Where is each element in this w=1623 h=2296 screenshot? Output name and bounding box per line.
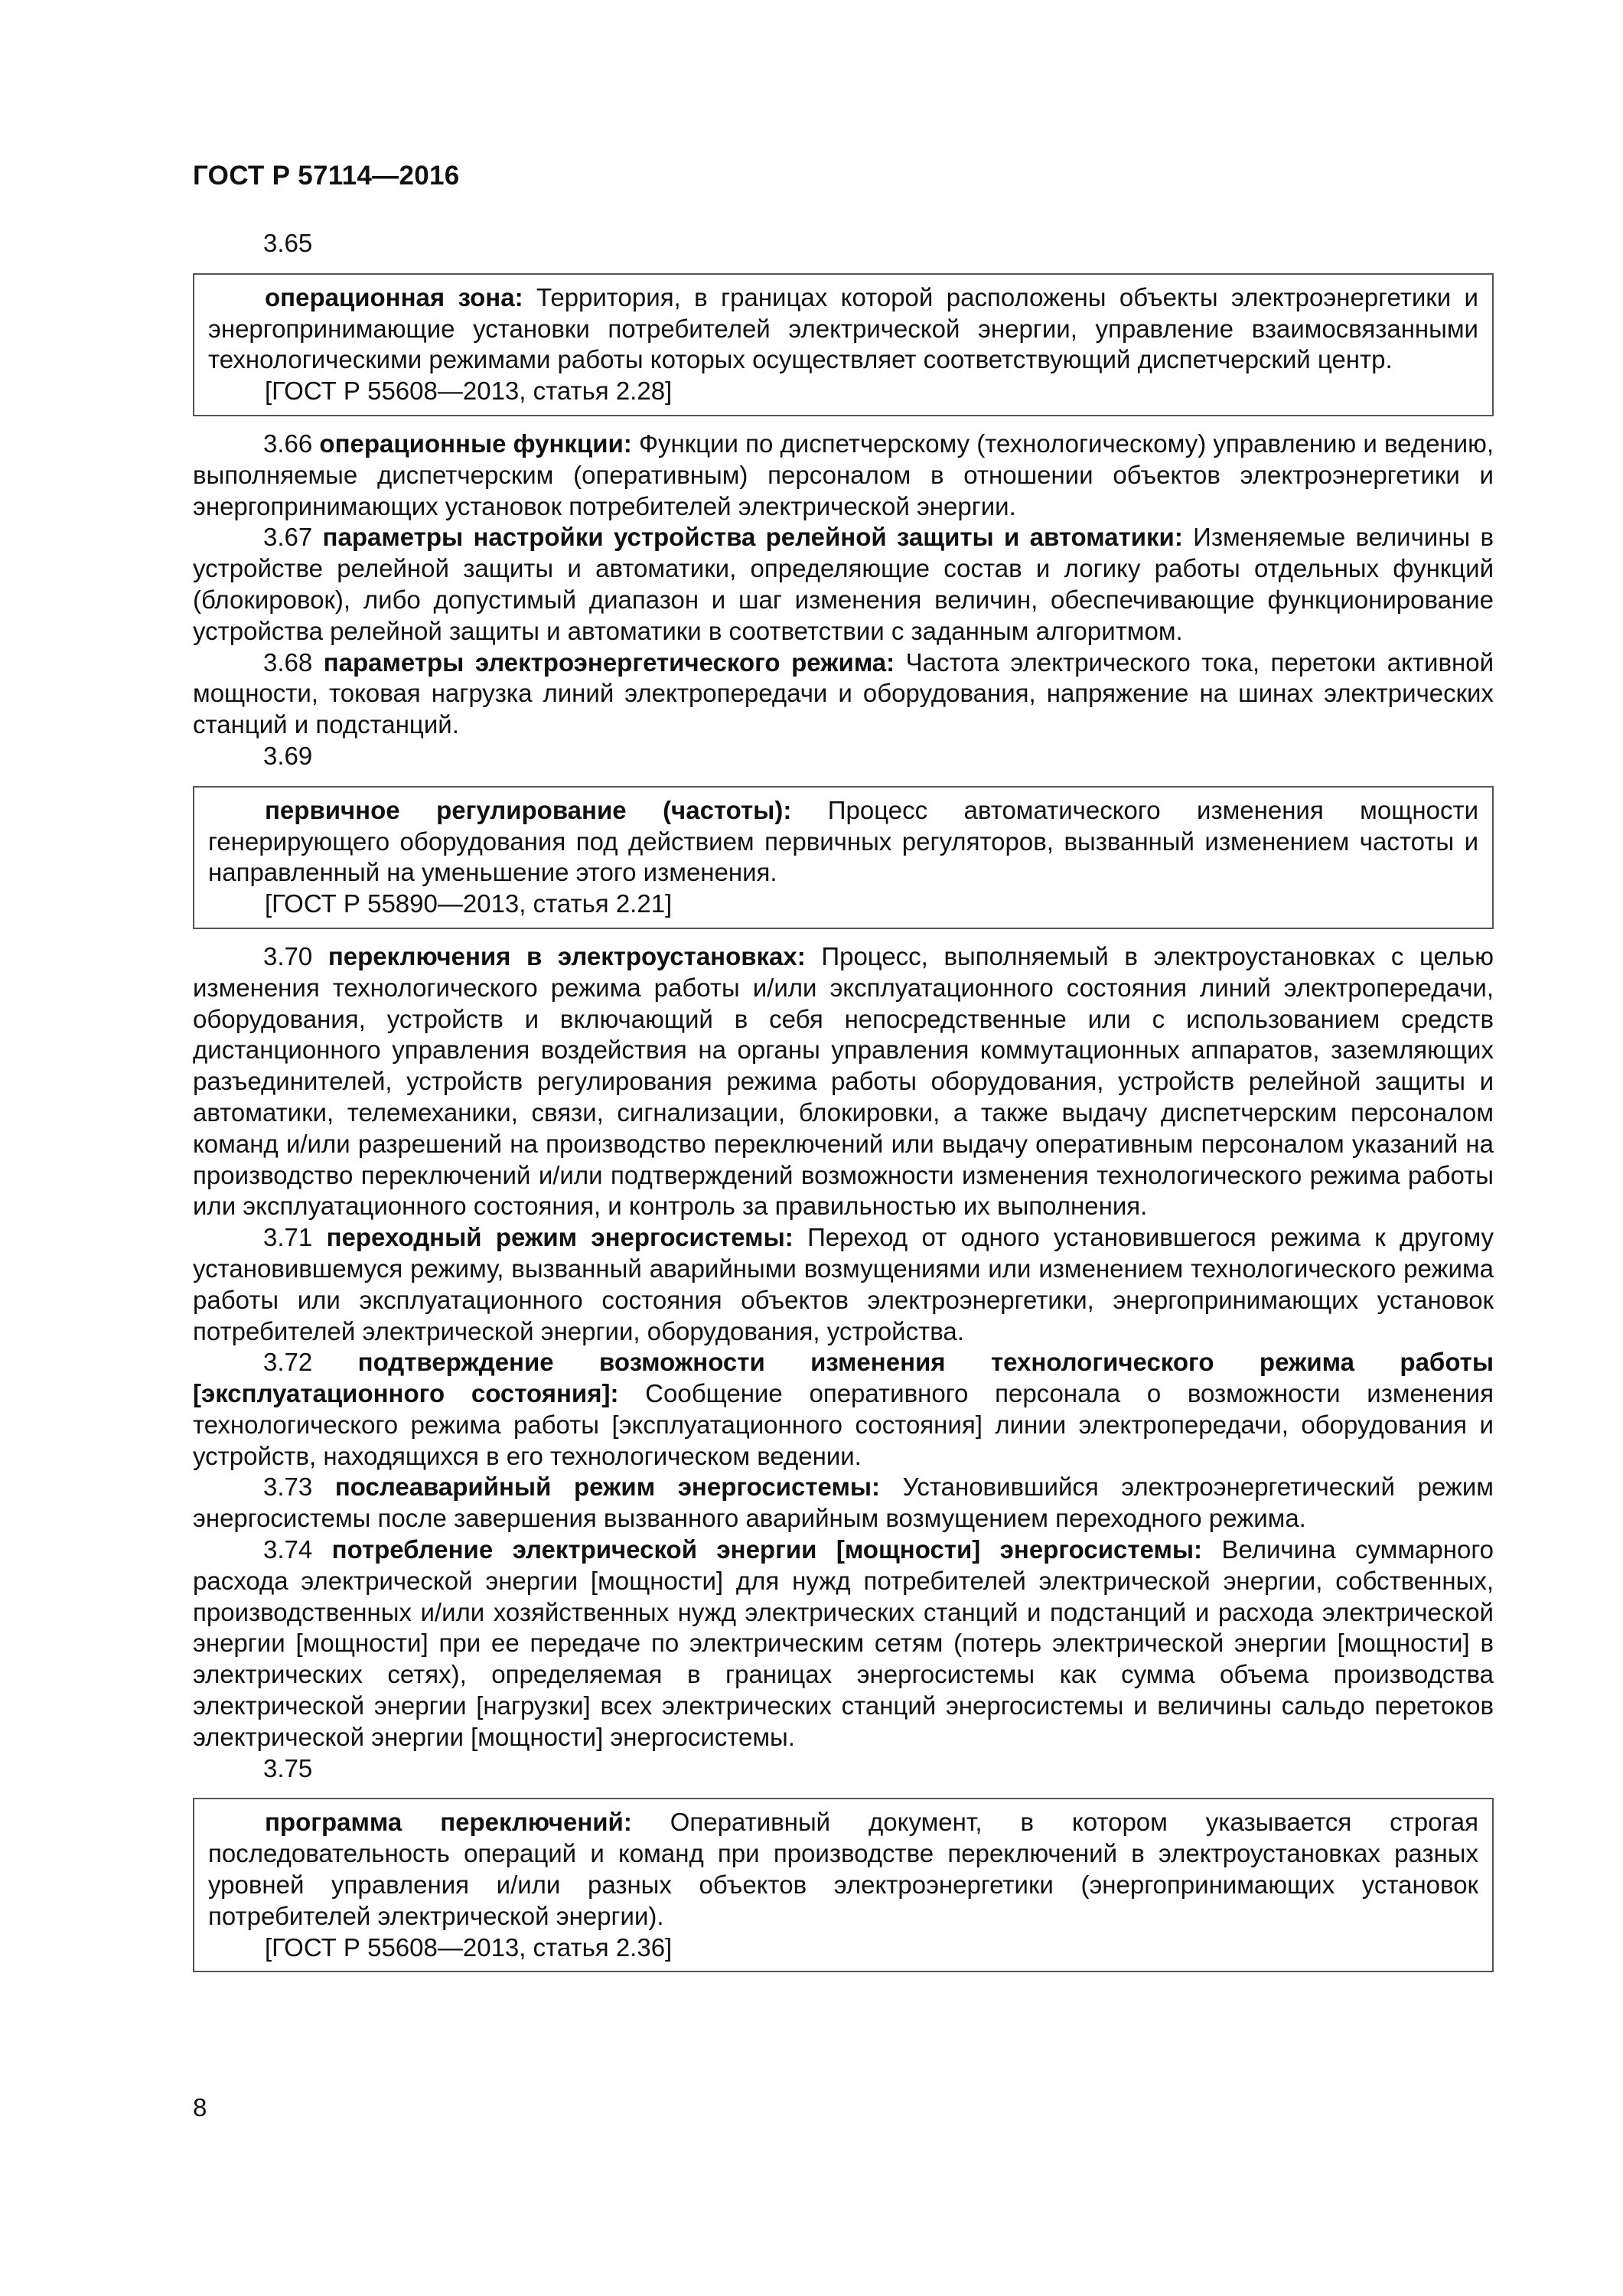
definition-text: Установившийся электроэнергетический режим энергосистемы после завершения вызванного аварийным возмущением переходного режима. <box>193 1473 1494 1533</box>
term: первичное регулирование (частоты): <box>265 795 792 824</box>
definition-text: Частота электрического тока, перетоки активной мощности, токовая нагрузка линий электропередачи и оборудования, напряжение на шинах электрических станций и подстанций. <box>193 647 1494 739</box>
entry-number: 3.74 <box>263 1535 313 1564</box>
definition-text: Функции по диспетчерскому (технологическому) управлению и ведению, выполняемые диспетчерским (оперативным) персоналом в отношении объектов электроэнергетики и энергопринимающих установок потребителей электрической энергии. <box>193 429 1494 520</box>
entry-number: 3.65 <box>263 229 313 257</box>
definition-paragraph <box>193 1534 1494 1753</box>
entry-number: 3.71 <box>263 1223 313 1252</box>
definition-paragraph <box>208 795 1478 889</box>
entry-number: 3.67 <box>263 523 313 552</box>
source-reference: [ГОСТ Р 55890—2013, статья 2.21] <box>265 889 673 918</box>
definition-text: Сообщение оперативного персонала о возможности изменения технологического режима работы [эксплуатационного состояния] линии электропередачи, оборудования и устройств, находящихся в его технологическом ведении. <box>193 1379 1494 1470</box>
entry-number: 3.73 <box>263 1473 313 1502</box>
entry-number: 3.72 <box>263 1348 313 1377</box>
definition-paragraph <box>193 1472 1494 1534</box>
entry-number: 3.68 <box>263 647 313 677</box>
definition-paragraph <box>208 282 1478 376</box>
term: параметры электроэнергетического режима: <box>323 647 895 677</box>
definition-paragraph <box>208 1807 1478 1932</box>
definition-paragraph <box>193 1347 1494 1472</box>
definition-paragraph <box>193 647 1494 741</box>
quoted-definition-box <box>193 1798 1494 1972</box>
entry-number: 3.75 <box>263 1753 313 1782</box>
term: программа переключений: <box>265 1808 632 1837</box>
term: потребление электрической энергии [мощности] энергосистемы: <box>331 1535 1203 1564</box>
term: переключения в электроустановках: <box>328 941 806 970</box>
quoted-definition-box <box>193 786 1494 929</box>
definition-text: Величина суммарного расхода электрической энергии [мощности] для нужд потребителей электрической энергии, собственных, производственных и/или хозяйственных нужд электрических станций и подстанций и расхода электрической энергии [мощности] при ее передаче по электрическим сетям (потерь электрической энергии [мощности] в электрических сетях), определяемая в границах энергосистемы как сумма объема производства электрической энергии [нагрузки] всех электрических станций энергосистемы и величины сальдо перетоков электрической энергии [мощности] энергосистемы. <box>193 1535 1494 1751</box>
source-reference: [ГОСТ Р 55608—2013, статья 2.36] <box>265 1932 673 1962</box>
definition-text: Процесс автоматического изменения мощности генерирующего оборудования под действием первичных регуляторов, вызванный изменением частоты и направленный на уменьшение этого изменения. <box>208 795 1478 887</box>
quoted-definition-box <box>193 273 1494 416</box>
definition-text: Оперативный документ, в котором указывается строгая последовательность операций и команд при производстве переключений в электроустановках разных уровней управления и/или разных объектов электроэнергетики (энергопринимающих установок потребителей электрической энергии). <box>208 1808 1478 1930</box>
entry-number: 3.69 <box>263 741 313 770</box>
page-number: 8 <box>193 2093 207 2122</box>
source-reference: [ГОСТ Р 55608—2013, статья 2.28] <box>265 377 673 406</box>
term: операционная зона: <box>265 282 523 311</box>
term: подтверждение возможности изменения технологического режима работы [эксплуатационного состояния]: <box>193 1348 1494 1408</box>
definition-paragraph <box>193 429 1494 522</box>
definition-paragraph <box>193 522 1494 647</box>
document-header: ГОСТ Р 57114—2016 <box>193 161 460 191</box>
term: переходный режим энергосистемы: <box>326 1223 794 1252</box>
definition-paragraph <box>193 941 1494 1222</box>
term: послеаварийный режим энергосистемы: <box>334 1473 881 1502</box>
term: операционные функции: <box>319 429 632 458</box>
definition-text: Процесс, выполняемый в электроустановках с целью изменения технологического режима работы и/или эксплуатационного состояния линий электропередачи, оборудования, устройств и включающий в себя непосредственные или с использованием средств дистанционного управления воздействия на органы управления коммутационных аппаратов, заземляющих разъединителей, устройств регулирования режима работы оборудования, устройств релейной защиты и автоматики, телемеханики, связи, сигнализации, блокировки, а также выдачу диспетчерским персоналом команд и/или разрешений на производство переключений или выдачу оперативным персоналом указаний на производство переключений и/или подтверждений возможности изменения технологического режима работы или эксплуатационного состояния, и контроль за правильностью их выполнения. <box>193 941 1494 1221</box>
definition-paragraph <box>193 1222 1494 1347</box>
term: параметры настройки устройства релейной защиты и автоматики: <box>322 523 1183 552</box>
document-body <box>193 228 1494 1985</box>
entry-number: 3.70 <box>263 941 313 970</box>
definition-text: Территория, в границах которой расположены объекты электроэнергетики и энергопринимающие установки потребителей электрической энергии, управление взаимосвязанными технологическими режимами работы которых осуществляет соответствующий диспетчерский центр. <box>208 282 1478 374</box>
definition-text: Переход от одного установившегося режима к другому установившемуся режиму, вызванный аварийными возмущениями или изменением технологического режима работы или эксплуатационного состояния объектов электроэнергетики, энергопринимающих установок потребителей электрической энергии, оборудования, устройства. <box>193 1223 1494 1345</box>
entry-number: 3.66 <box>263 429 313 458</box>
definition-text: Изменяемые величины в устройстве релейной защиты и автоматики, определяющие состав и логику работы отдельных функций (блокировок), либо допустимый диапазон и шаг изменения величин, обеспечивающие функционирование устройства релейной защиты и автоматики в соответствии с заданным алгоритмом. <box>193 523 1494 645</box>
